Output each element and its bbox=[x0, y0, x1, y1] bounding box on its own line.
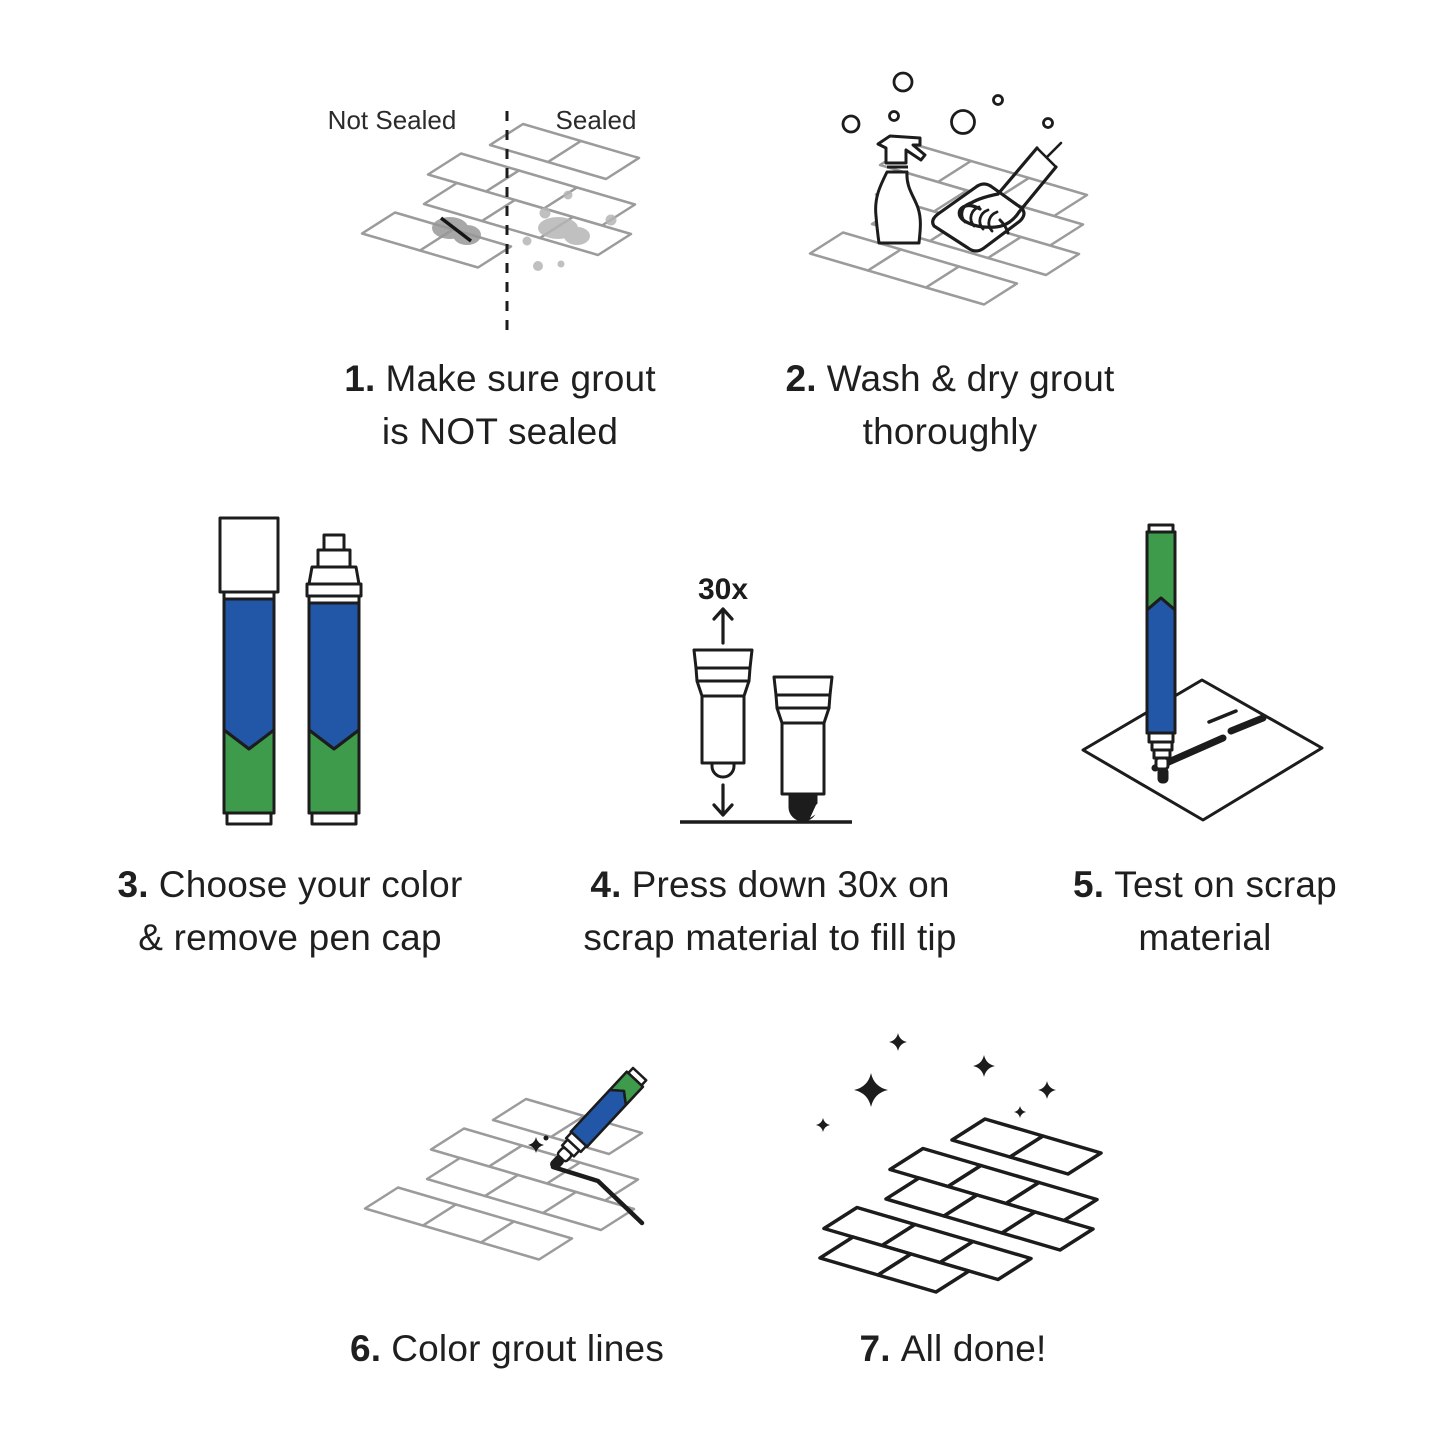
caption-step6 bbox=[287, 1322, 727, 1375]
caption-line: All done! bbox=[900, 1328, 1047, 1369]
caption-line: thoroughly bbox=[862, 411, 1038, 452]
step-number: 4. bbox=[590, 864, 622, 905]
sealed-label: Sealed bbox=[555, 105, 637, 135]
caption-step3 bbox=[70, 858, 510, 964]
down-arrow-icon bbox=[714, 785, 732, 815]
tile-grid-step1 bbox=[362, 124, 639, 268]
caption-line: Wash & dry grout bbox=[826, 358, 1115, 399]
caption-step2 bbox=[720, 352, 1180, 458]
caption-line: Press down 30x on bbox=[631, 864, 950, 905]
caption-step7 bbox=[733, 1322, 1173, 1375]
caption-line: Make sure grout bbox=[385, 358, 656, 399]
caption-line: & remove pen cap bbox=[138, 917, 442, 958]
step4-illustration bbox=[660, 555, 870, 845]
caption-line: Color grout lines bbox=[391, 1328, 665, 1369]
not-sealed-label: Not Sealed bbox=[327, 105, 457, 135]
step5-illustration bbox=[1060, 515, 1350, 845]
caption-line: is NOT sealed bbox=[381, 411, 619, 452]
caption-line: material bbox=[1138, 917, 1272, 958]
sparkle-dot bbox=[544, 1136, 549, 1141]
step-number: 2. bbox=[785, 358, 817, 399]
step3-illustration bbox=[205, 500, 375, 840]
sparkles-group bbox=[816, 1033, 1056, 1132]
step-number: 7. bbox=[859, 1328, 891, 1369]
pen-uncapped-icon bbox=[307, 535, 361, 824]
caption-line: Test on scrap bbox=[1114, 864, 1337, 905]
pen-tip-nub bbox=[324, 535, 344, 550]
up-arrow-icon bbox=[714, 609, 732, 643]
pen-tip-raised-icon bbox=[694, 650, 752, 777]
pen-cap bbox=[220, 518, 278, 592]
pen-capped-icon bbox=[220, 518, 278, 824]
tile-grid-step7 bbox=[820, 1119, 1101, 1292]
step7-illustration bbox=[790, 1020, 1130, 1310]
step-number: 5. bbox=[1073, 864, 1105, 905]
step-number: 1. bbox=[344, 358, 376, 399]
step-number: 3. bbox=[117, 864, 149, 905]
press-count-label: 30x bbox=[697, 573, 749, 606]
caption-step5 bbox=[985, 858, 1425, 964]
step-number: 6. bbox=[349, 1328, 382, 1369]
step2-illustration bbox=[800, 60, 1110, 350]
caption-line: scrap material to fill tip bbox=[583, 917, 957, 958]
caption-line: Choose your color bbox=[158, 864, 463, 905]
step6-illustration bbox=[340, 1060, 680, 1320]
caption-step1 bbox=[280, 352, 720, 458]
caption-step4 bbox=[550, 858, 990, 964]
step1-illustration bbox=[300, 95, 700, 345]
pen-tip-pressed-icon bbox=[774, 677, 832, 820]
pen-testing-icon bbox=[1147, 525, 1175, 782]
bubbles-icon bbox=[843, 73, 1053, 134]
